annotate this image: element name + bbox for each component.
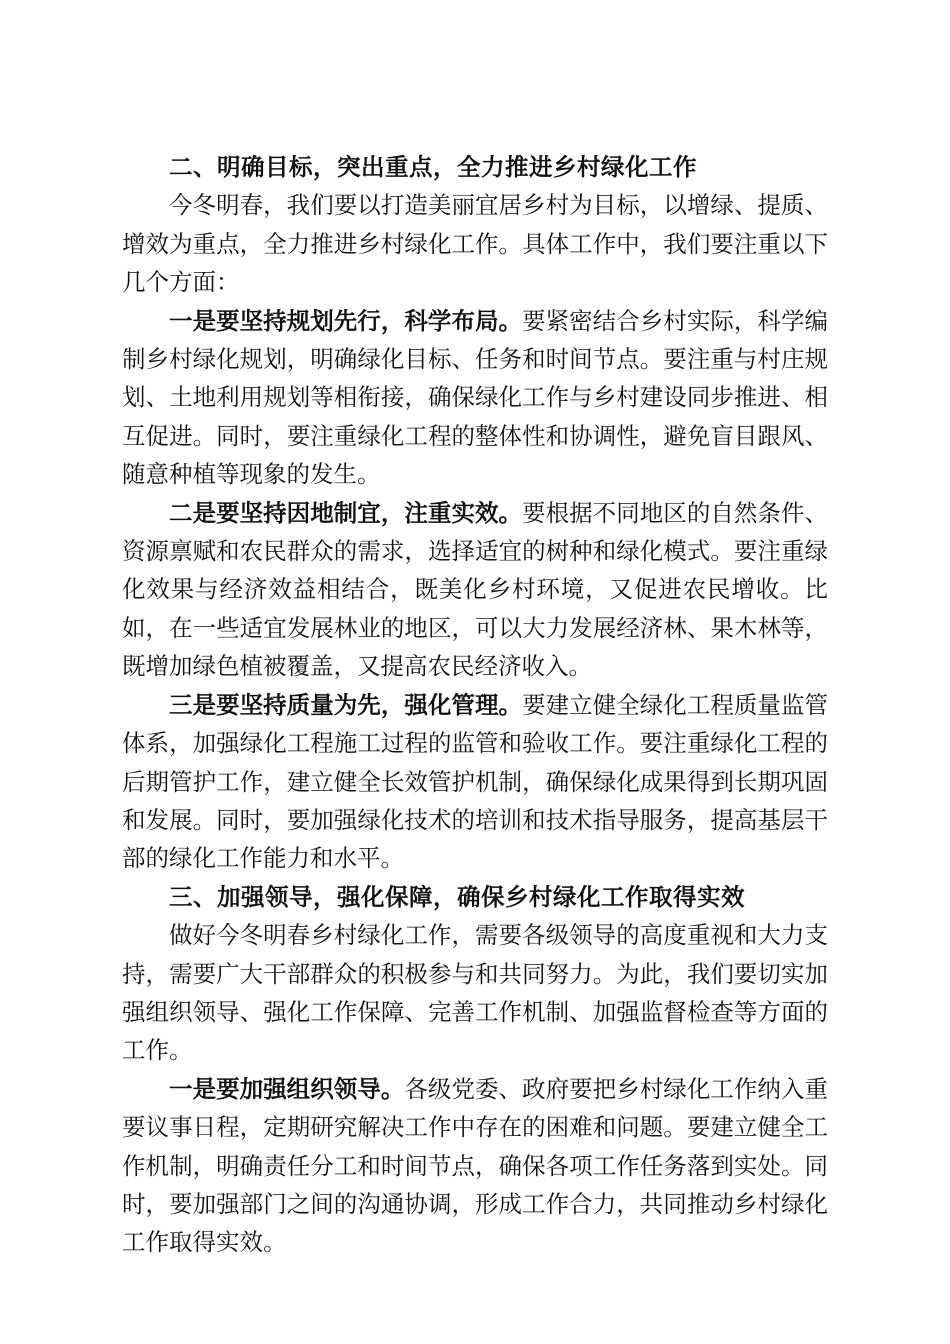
point-lead: 一是要加强组织领导。 (169, 1074, 405, 1103)
point-body: 要紧密结合乡村实际，科学编制乡村绿化规划，明确绿化目标、任务和时间节点。要注重与村庄规划、土地利用规划等相衔接，确保绿化工作与乡村建设同步推进、相互促进。同时，要注重绿化工程的整体性和协调性，避免盲目跟风、随意种植等现象的发生。 (122, 306, 829, 489)
section-heading-2: 二、明确目标，突出重点，全力推进乡村绿化工作 (169, 153, 697, 181)
point-lead: 二是要坚持因地制宜，注重实效。 (169, 498, 523, 527)
point-body: 各级党委、政府要把乡村绿化工作纳入重要议事日程，定期研究解决工作中存在的困难和问题。要建立健全工作机制，明确责任分工和时间节点，确保各项工作任务落到实处。同时，要加强部门之间的沟通协调，形成工作合力，共同推动乡村绿化工作取得实效。 (122, 1074, 829, 1257)
section-2-point-1 (122, 302, 828, 494)
point-lead: 三是要坚持质量为先，强化管理。 (169, 690, 523, 719)
section-3-intro: 做好今冬明春乡村绿化工作，需要各级领导的高度重视和大力支持，需要广大干部群众的积极参与和共同努力。为此，我们要切实加强组织领导、强化工作保障、完善工作机制、加强监督检查等方面的工作。 (122, 921, 828, 1065)
point-lead: 一是要坚持规划先行，科学布局。 (169, 306, 523, 335)
section-2-point-3 (122, 686, 828, 878)
section-3-point-1 (122, 1070, 828, 1262)
section-heading-3: 三、加强领导，强化保障，确保乡村绿化工作取得实效 (169, 882, 745, 911)
point-body: 要建立健全绿化工程质量监管体系，加强绿化工程施工过程的监管和验收工作。要注重绿化工程的后期管护工作，建立健全长效管护机制，确保绿化成果得到长期巩固和发展。同时，要加强绿化技术的培训和技术指导服务，提高基层干部的绿化工作能力和水平。 (122, 690, 829, 873)
document-page (122, 148, 828, 1262)
point-body: 要根据不同地区的自然条件、资源禀赋和农民群众的需求，选择适宜的树种和绿化模式。要注重绿化效果与经济效益相结合，既美化乡村环境，又促进农民增收。比如，在一些适宜发展林业的地区，可以大力发展经济林、果木林等，既增加绿色植被覆盖，又提高农民经济收入。 (122, 498, 829, 681)
section-2-intro: 今冬明春，我们要以打造美丽宜居乡村为目标，以增绿、提质、增效为重点，全力推进乡村绿化工作。具体工作中，我们要注重以下几个方面： (122, 191, 828, 297)
section-2-point-2 (122, 494, 828, 686)
